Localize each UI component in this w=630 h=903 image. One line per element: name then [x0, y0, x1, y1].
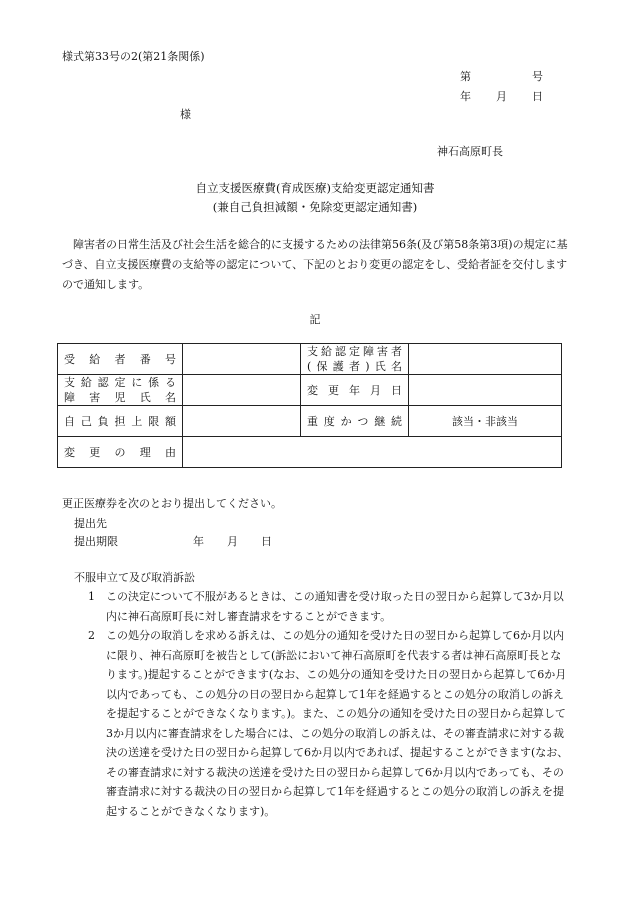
destination-label: 提出先: [74, 517, 107, 530]
label-char: 給: [321, 345, 332, 358]
label-char: 名: [165, 391, 176, 404]
day-label: 日: [532, 90, 543, 103]
appeal-item-number: 2: [88, 629, 95, 642]
table-row: [58, 375, 562, 406]
table-row: [58, 344, 562, 375]
label-char: 認: [335, 345, 346, 358]
label-char: 給: [89, 353, 101, 366]
label-char: 変: [307, 384, 318, 397]
label-char: 負: [97, 415, 109, 428]
form-number: 様式第33号の2(第21条関係): [62, 50, 205, 63]
label-char: 重: [307, 415, 318, 428]
label-char: 額: [164, 415, 176, 428]
appeal-item-text: この決定について不服があるときは、この通知書を受け取った日の翌日から起算して3か月以内に神石高原町長に対し審査請求をすることができます。: [106, 590, 564, 623]
label-char: 支: [64, 376, 75, 389]
label-char: 変: [64, 446, 75, 459]
label-char: 児: [114, 391, 126, 404]
label-char: 続: [390, 415, 402, 428]
certified-person-label: [301, 344, 409, 375]
label-char: 害: [89, 391, 101, 404]
label-char: 名: [391, 360, 402, 373]
deadline-month: 月: [227, 535, 238, 548]
child-name-label: [58, 375, 183, 406]
label-char: 認: [97, 376, 109, 389]
label-char: る: [164, 376, 176, 389]
recipient-number-label: [58, 344, 183, 375]
addressee-suffix: 様: [180, 108, 191, 121]
applicable-value: 該当・非該当: [409, 406, 562, 437]
label-char: 保: [316, 360, 328, 373]
severe-continuous-label: [301, 406, 409, 437]
label-char: つ: [357, 415, 369, 428]
label-char: 上: [131, 415, 143, 428]
certified-person-text-2: [307, 359, 402, 374]
label-char: 障: [64, 391, 75, 404]
child-name-text-1: [64, 375, 176, 390]
change-reason-text: [64, 444, 176, 460]
label-char: 氏: [374, 360, 386, 373]
label-char: 定: [114, 376, 126, 389]
change-reason-value: [183, 437, 562, 468]
label-char: 者: [391, 345, 402, 358]
label-char: 護: [332, 360, 344, 373]
child-name-value: [183, 375, 301, 406]
recipient-number-value: [183, 344, 301, 375]
table-row: [58, 437, 562, 468]
recipient-number-text: [64, 351, 176, 367]
label-char: 者: [114, 353, 126, 366]
label-char: 支: [307, 345, 318, 358]
label-char: 由: [165, 446, 176, 459]
appeal-item-text: この処分の取消しを求める訴えは、この処分の通知を受けた日の翌日から起算して6か月以内に限り、神石高原町を被告として(訴訟において神石高原町を代表する者は神石高原町長となります。)提起することができます(なお、この処分の通知を受けた日の翌日から起算して6か月以内であっても、この処分の日の翌日から起算して1年を経過するとこの処分の取消しの訴えを提起することができなくなります。)。また、この処分の通知を受けた日の翌日から起算して3か月以内に審査請求をした場合には、この処分の取消しの訴えは、その審査請求に対する裁決の送達を受けた日の翌日から起算して6か月以内であれば、提起することができます(なお、その審査請求に対する裁決の送達を受けた日の翌日から起算して6か月以内であっても、その審査請求に対する裁決の日の翌日から起算して1年を経過するとこの処分の取消しの訴えを提起することができなくなります)。: [106, 629, 569, 818]
label-char: 定: [349, 345, 360, 358]
label-char: 日: [391, 384, 402, 397]
label-char: に: [131, 376, 143, 389]
certified-person-value: [409, 344, 562, 375]
label-char: 更: [89, 446, 101, 459]
document-subtitle: (兼自己負担減額・免除変更認定通知書): [212, 200, 418, 214]
month-label: 月: [496, 90, 507, 103]
label-char: 番: [139, 353, 151, 366]
label-char: (: [307, 360, 312, 373]
document-title: 自立支援医療費(育成医療)支給変更認定通知書: [195, 181, 435, 195]
label-char: 係: [148, 376, 160, 389]
label-char: 者: [349, 360, 360, 373]
submission-instruction: 更正医療券を次のとおり提出してください。: [62, 497, 282, 510]
severe-continuous-text: [307, 413, 402, 429]
change-date-text: [307, 382, 402, 398]
number-suffix: 号: [532, 70, 543, 83]
certification-table: [57, 343, 562, 468]
child-name-text-2: [64, 390, 176, 405]
label-char: 度: [323, 415, 335, 428]
appeal-item-number: 1: [88, 590, 95, 603]
number-prefix: 第: [460, 70, 471, 83]
appeal-item-2: [88, 626, 570, 821]
deadline-year: 年: [193, 535, 204, 548]
table-row: [58, 406, 562, 437]
label-char: ): [365, 360, 370, 373]
certified-person-text-1: [307, 344, 402, 359]
label-char: 障: [363, 345, 374, 358]
label-char: 給: [80, 376, 92, 389]
appeal-title: 不服申立て及び取消訴訟: [74, 571, 195, 584]
copay-limit-value: [183, 406, 301, 437]
label-char: 限: [148, 415, 160, 428]
deadline-label: 提出期限: [74, 535, 118, 548]
label-char: 更: [328, 384, 339, 397]
label-char: 月: [370, 384, 381, 397]
appeal-item-1: [88, 587, 570, 626]
year-label: 年: [460, 90, 471, 103]
issuer-name: 神石高原町長: [437, 145, 503, 158]
label-char: 号: [165, 353, 176, 366]
copay-limit-text: [64, 413, 176, 429]
label-char: 継: [374, 415, 386, 428]
deadline-day: 日: [261, 535, 272, 548]
label-char: 己: [80, 415, 92, 428]
label-char: 受: [64, 353, 75, 366]
ki-heading: 記: [309, 313, 321, 326]
label-char: 年: [349, 384, 360, 397]
change-date-value: [409, 375, 562, 406]
label-char: 自: [64, 415, 75, 428]
label-char: の: [114, 446, 126, 459]
change-reason-label: [58, 437, 183, 468]
label-char: 氏: [139, 391, 151, 404]
copay-limit-label: [58, 406, 183, 437]
label-char: か: [340, 415, 352, 428]
label-char: 害: [377, 345, 388, 358]
change-date-label: [301, 375, 409, 406]
label-char: 理: [139, 446, 151, 459]
label-char: 担: [114, 415, 126, 428]
body-paragraph: 障害者の日常生活及び社会生活を総合的に支援するための法律第56条(及び第58条第3項)の規定に基づき、自立支援医療費の支給等の認定について、下記のとおり変更の認定をし、受給者証を交付しますので通知します。: [62, 238, 568, 291]
